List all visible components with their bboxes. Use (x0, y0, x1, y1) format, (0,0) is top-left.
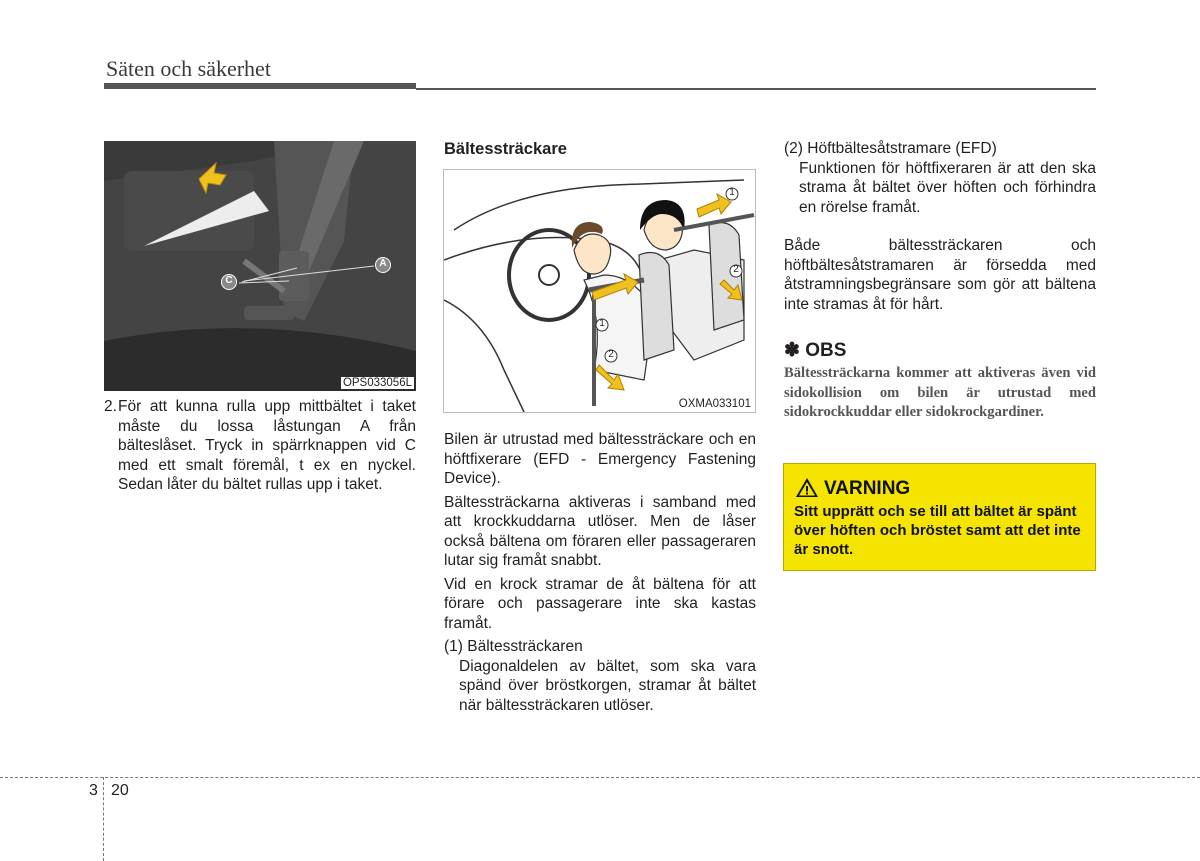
item-text: För att kunna rulla upp mittbältet i taket måste du lossa låstungan A från bälteslåset. Tryck in spärrknappen vid C med ett smalt föremål, t ex en nyckel. Sedan låter du bältet rullas upp i taket. (118, 398, 416, 493)
header-rule-thick (104, 83, 416, 89)
warning-text: Sitt upprätt och se till att bältet är spänt över höften och bröstet samt att det inte är snott. (794, 503, 1081, 558)
warning-title: VARNING (824, 478, 911, 499)
section-title: Säten och säkerhet (106, 56, 271, 81)
illus-label-2a: 2 (608, 349, 614, 360)
instruction-item (104, 397, 416, 495)
photo-code: OPS033056L (342, 377, 412, 389)
label-a: A (379, 258, 387, 269)
chapter-number: 3 (89, 782, 98, 799)
seatbelt-photo-drawing (104, 141, 416, 391)
paragraph-limiters: Både bältessträckaren och höftbältesåtstramaren är försedda med åtstramningsbegränsare som gör att bältena inte stramas åt för hårt. (784, 237, 1096, 313)
label-c: C (225, 275, 233, 286)
subtext-efd: Funktionen för höftfixeraren är att den ska strama åt bältet över höften och förhindra en rörelse framåt. (799, 159, 1096, 216)
footer-divider-vertical (103, 777, 104, 861)
car-interior-drawing (444, 170, 755, 412)
paragraph-crash: Vid en krock stramar de åt bältena för att förare och passagerare inte ska kastas framåt. (444, 575, 756, 632)
illus-label-2b: 2 (733, 264, 739, 275)
subtext-pretensioner: Diagonaldelen av bältet, som ska vara spänd över bröstkorgen, stramar åt bältet när bältessträckaren utlöser. (459, 657, 756, 714)
illus-label-1b: 1 (599, 318, 605, 329)
footer-divider (0, 777, 1200, 778)
subheading-efd: (2) Höftbältesåtstramare (EFD) (784, 140, 997, 157)
warning-box (783, 463, 1096, 571)
illus-code: OXMA033101 (678, 398, 751, 410)
page-number: 20 (111, 782, 129, 799)
header-rule-thin (416, 88, 1096, 90)
seatbelt-photo (104, 141, 416, 391)
paragraph-activation: Bältessträckarna aktiveras i samband med att krockkuddarna utlöser. Men de låser också bältena om föraren eller passageraren lutar sig framåt snabbt. (444, 493, 756, 569)
efd-description (784, 139, 1096, 314)
illus-label-1a: 1 (729, 187, 735, 198)
note-title: ✽ OBS (784, 340, 847, 361)
pretensioner-illustration (443, 169, 756, 413)
subheading-pretensioner: (1) Bältessträckaren (444, 638, 583, 655)
pretensioner-description (444, 430, 756, 719)
heading-pretensioner: Bältessträckare (444, 140, 567, 158)
note-text: Bältessträckarna kommer att aktiveras även vid sidokollision om bilen är utrustad med sidokrockkuddar eller sidokrockgardiner. (784, 365, 1096, 420)
warning-triangle-icon (795, 477, 819, 498)
paragraph-equipped: Bilen är utrustad med bältessträckare och en höftfixerare (EFD - Emergency Fastening Device). (444, 431, 756, 487)
item-number: 2. (104, 398, 117, 415)
